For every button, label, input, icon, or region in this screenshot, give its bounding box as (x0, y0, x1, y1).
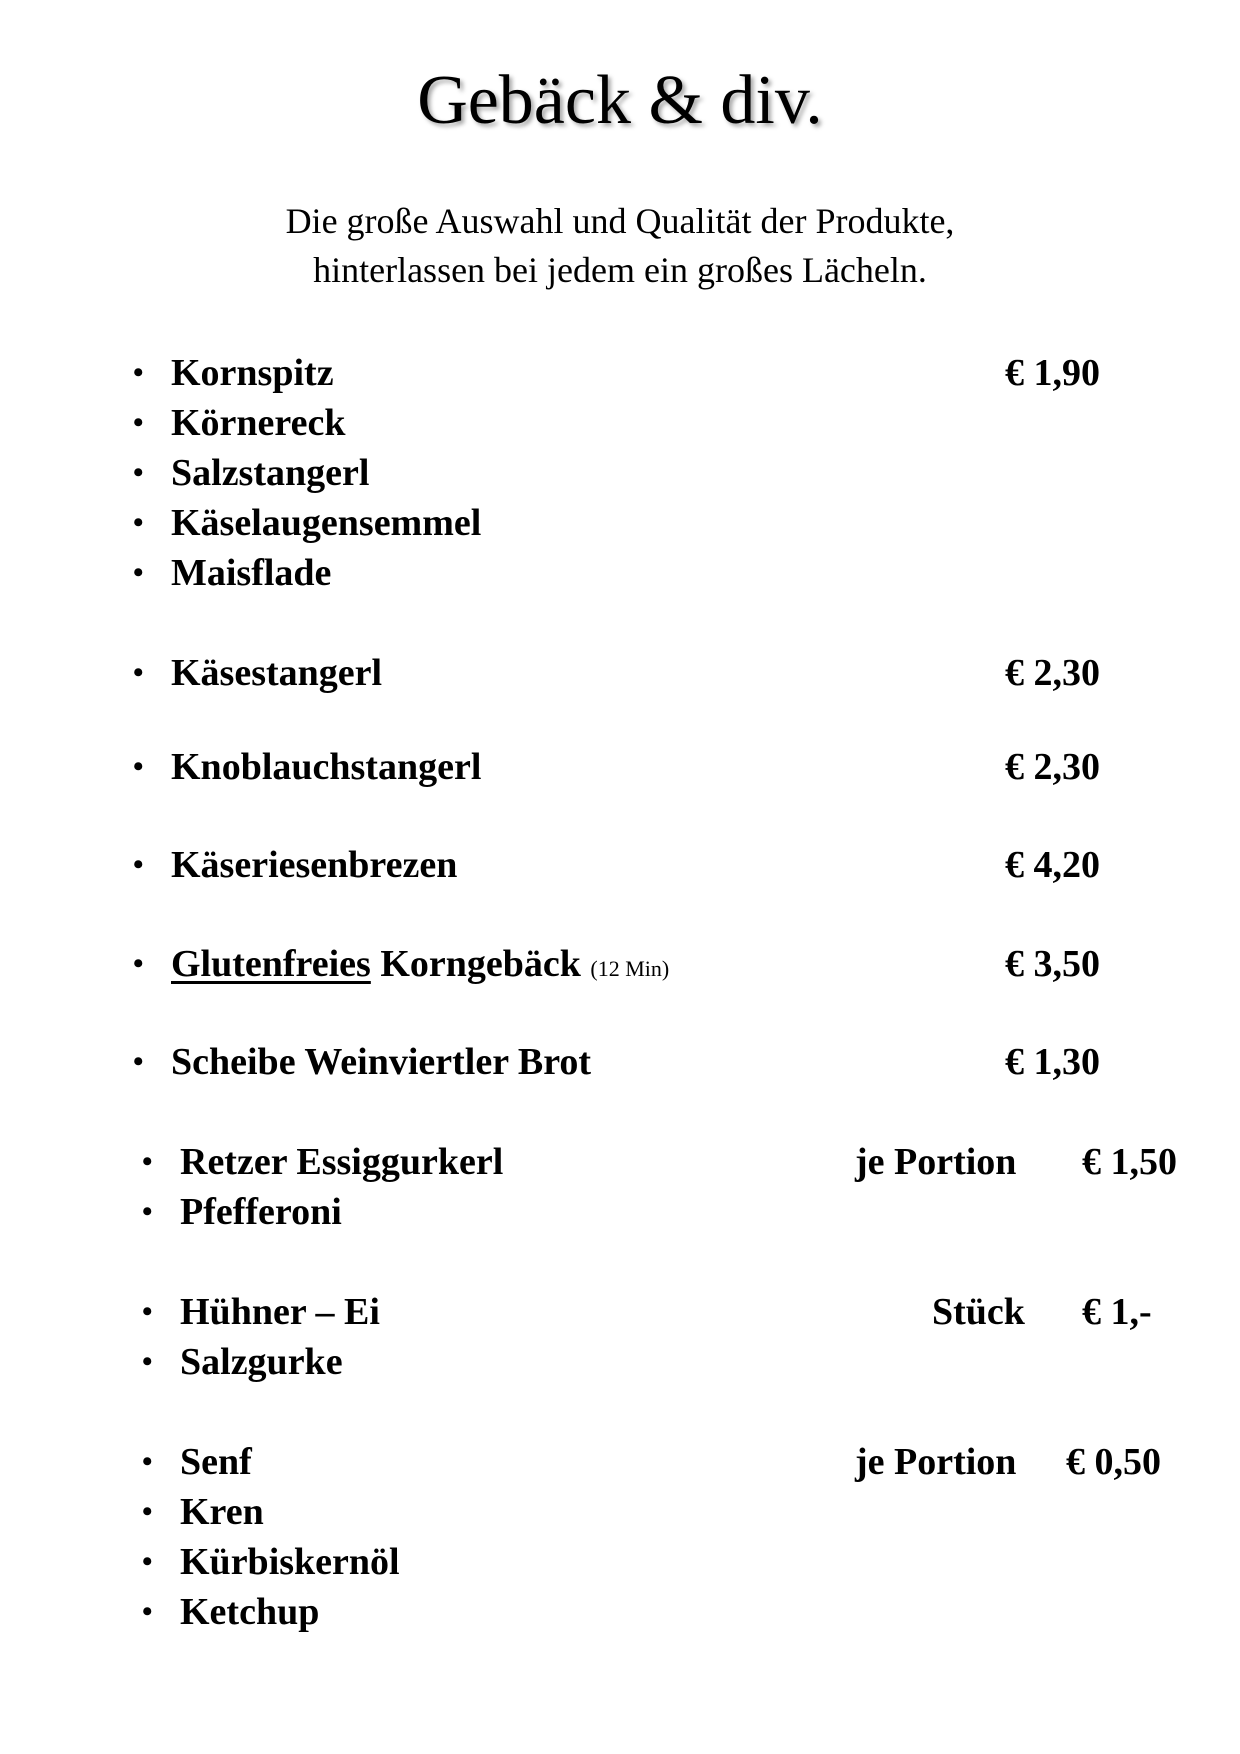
item-price: € 1,50 (1082, 1141, 1177, 1183)
item-price: € 4,20 (1005, 844, 1100, 886)
item-name: Kornspitz (171, 352, 334, 394)
item-name: Salzstangerl (171, 452, 370, 494)
bullet-icon: • (142, 1345, 153, 1378)
bullet-icon: • (142, 1545, 153, 1578)
item-unit: je Portion (855, 1441, 1017, 1483)
menu-item-kaesestangerl (0, 651, 1240, 695)
item-name: Kren (180, 1491, 264, 1533)
item-price: € 2,30 (1005, 652, 1100, 694)
item-name: Käselaugensemmel (171, 502, 482, 544)
item-price: € 3,50 (1005, 943, 1100, 985)
item-name-underlined: Glutenfreies (171, 943, 371, 985)
menu-item-pfefferoni (0, 1190, 1240, 1234)
menu-item-knoblauchstangerl (0, 745, 1240, 789)
bullet-icon: • (133, 750, 144, 783)
item-name: Kürbiskernöl (180, 1541, 400, 1583)
item-name-rest: Korngebäck (370, 943, 581, 985)
bullet-icon: • (142, 1195, 153, 1228)
bullet-icon: • (133, 356, 144, 389)
item-name: Senf (180, 1441, 252, 1483)
item-price: € 2,30 (1005, 746, 1100, 788)
item-price: € 1,30 (1005, 1041, 1100, 1083)
item-name: Pfefferoni (180, 1191, 342, 1233)
menu-item-maisflade (0, 551, 1240, 595)
item-name: Scheibe Weinviertler Brot (171, 1041, 592, 1083)
item-unit: Stück (932, 1291, 1025, 1333)
menu-item-senf (0, 1440, 1240, 1484)
menu-item-ketchup (0, 1590, 1240, 1634)
bullet-icon: • (133, 506, 144, 539)
item-price: € 0,50 (1066, 1441, 1161, 1483)
menu-item-kaeseriesenbrezen (0, 843, 1240, 887)
item-name: Retzer Essiggurkerl (180, 1141, 504, 1183)
menu-item-scheibe-weinviertler-brot (0, 1040, 1240, 1084)
item-name (171, 942, 669, 991)
menu-item-kaeselaugensemmel (0, 501, 1240, 545)
menu-item-huehner-ei (0, 1290, 1240, 1334)
bullet-icon: • (142, 1495, 153, 1528)
item-name: Hühner – Ei (180, 1291, 380, 1333)
item-unit: je Portion (855, 1141, 1017, 1183)
bullet-icon: • (133, 1045, 144, 1078)
bullet-icon: • (133, 848, 144, 881)
item-name: Knoblauchstangerl (171, 746, 482, 788)
bullet-icon: • (133, 406, 144, 439)
bullet-icon: • (142, 1295, 153, 1328)
menu-item-kren (0, 1490, 1240, 1534)
bullet-icon: • (133, 456, 144, 489)
item-name: Ketchup (180, 1591, 320, 1633)
menu-item-kornspitz (0, 351, 1240, 395)
subtitle-line-1: Die große Auswahl und Qualität der Produkte, (285, 201, 955, 241)
item-name: Salzgurke (180, 1341, 343, 1383)
menu-item-salzgurke (0, 1340, 1240, 1384)
item-name: Käseriesenbrezen (171, 844, 458, 886)
bullet-icon: • (133, 656, 144, 689)
menu-item-glutenfreies-korngebaeck (0, 942, 1240, 986)
bullet-icon: • (133, 556, 144, 589)
item-note: (12 Min) (590, 956, 670, 981)
bullet-icon: • (142, 1145, 153, 1178)
menu-item-koernereck (0, 401, 1240, 445)
subtitle-line-2: hinterlassen bei jedem ein großes Lächeln. (313, 250, 927, 290)
item-name: Käsestangerl (171, 652, 383, 694)
page-title: Gebäck & div. (417, 62, 823, 139)
item-price: € 1,- (1082, 1291, 1152, 1333)
item-name: Körnereck (171, 402, 346, 444)
item-price: € 1,90 (1005, 352, 1100, 394)
menu-item-kuerbiskernoel (0, 1540, 1240, 1584)
bullet-icon: • (142, 1445, 153, 1478)
menu-item-salzstangerl (0, 451, 1240, 495)
bullet-icon: • (142, 1595, 153, 1628)
item-name: Maisflade (171, 552, 332, 594)
bullet-icon: • (133, 947, 144, 980)
menu-item-retzer-essiggurkerl (0, 1140, 1240, 1184)
